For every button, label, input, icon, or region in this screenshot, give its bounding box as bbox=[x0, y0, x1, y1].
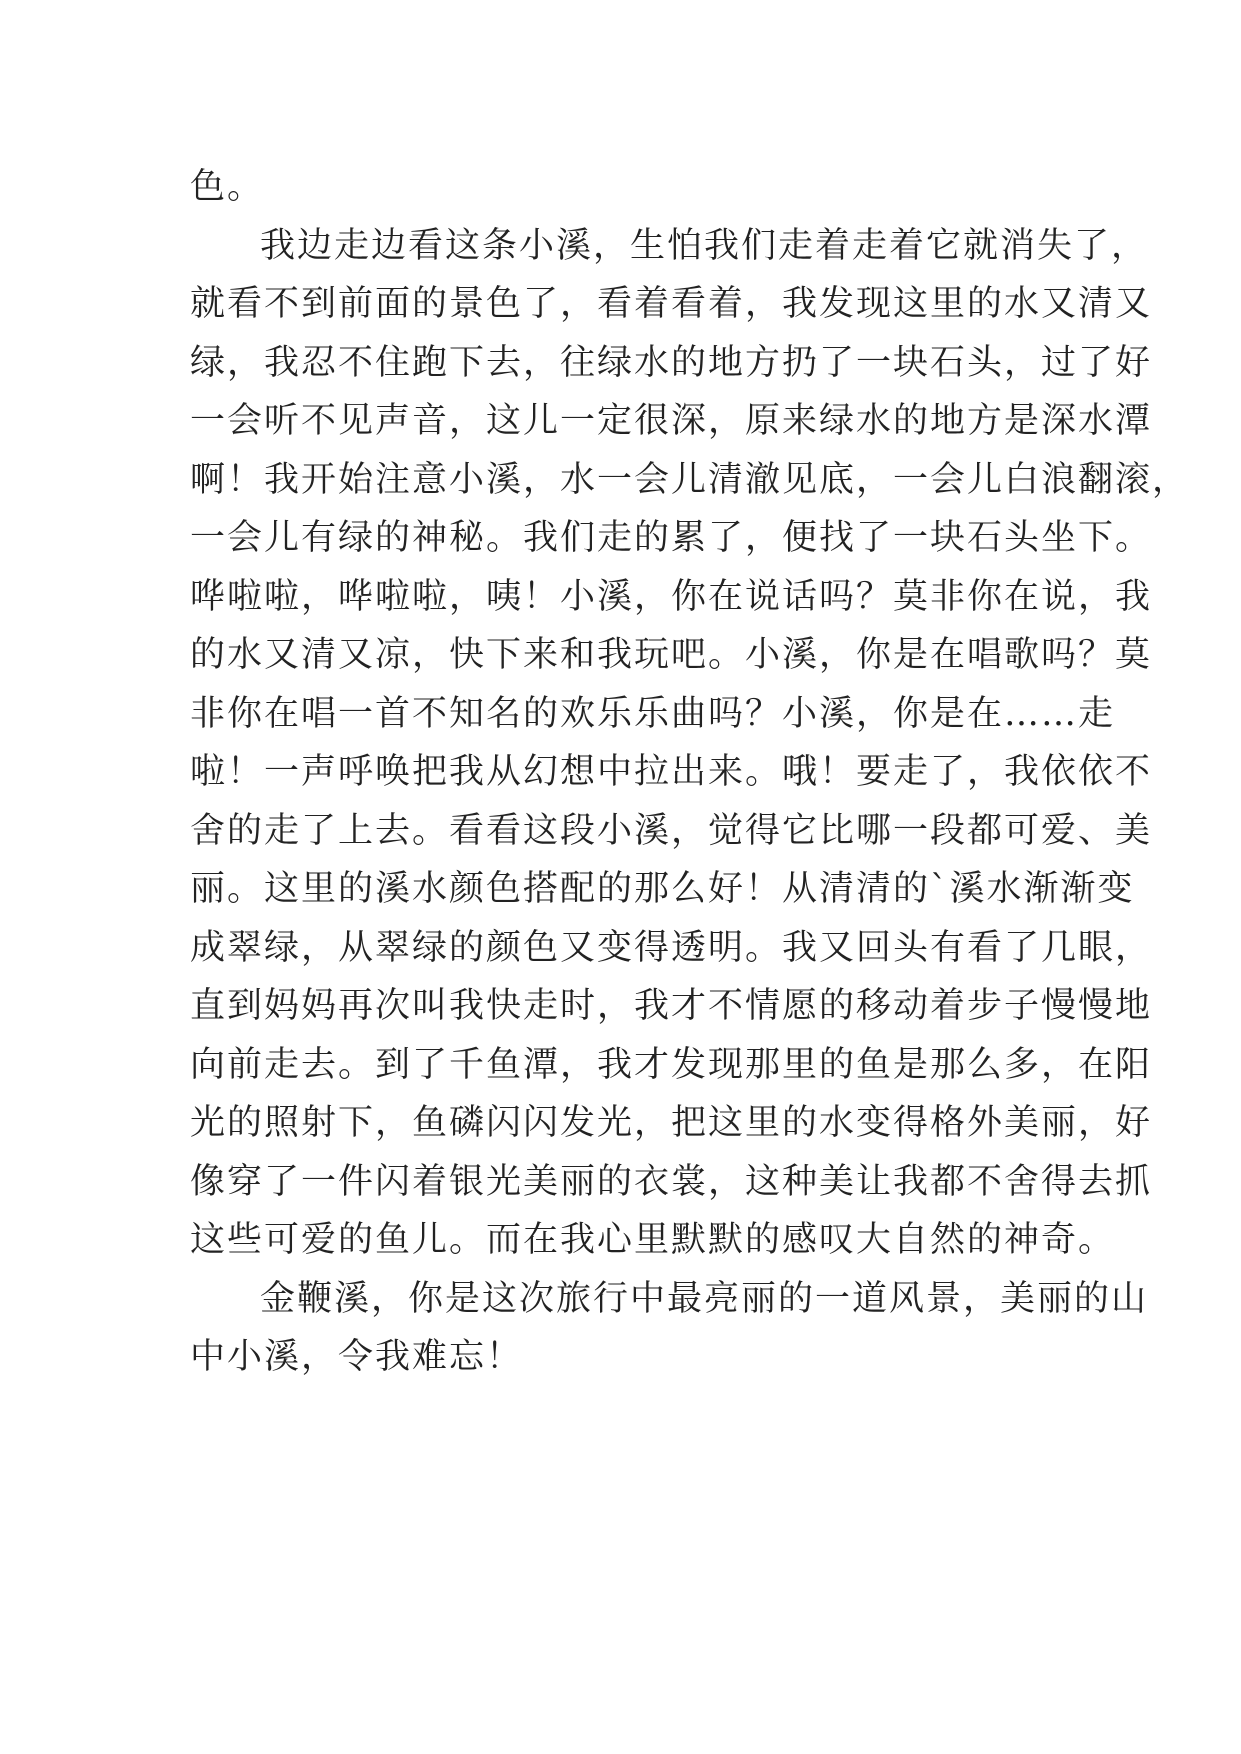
text-line: 啦！一声呼唤把我从幻想中拉出来。哦！要走了，我依依不 bbox=[190, 752, 1153, 792]
text-line: 舍的走了上去。看看这段小溪，觉得它比哪一段都可爱、美 bbox=[190, 810, 1153, 851]
text-line: 向前走去。到了千鱼潭，我才发现那里的鱼是那么多，在阳 bbox=[190, 1044, 1153, 1085]
text-line: 啊！我开始注意小溪，水一会儿清澈见底，一会儿白浪翻滚， bbox=[190, 459, 1190, 500]
text-line: 就看不到前面的景色了，看着看着，我发现这里的水又清又 bbox=[190, 284, 1153, 324]
essay-body bbox=[190, 158, 1190, 1387]
text-line: 一会听不见声音，这儿一定很深，原来绿水的地方是深水潭 bbox=[190, 401, 1153, 441]
text-line: 色。 bbox=[190, 167, 265, 207]
text-line: 成翠绿，从翠绿的颜色又变得透明。我又回头有看了几眼， bbox=[190, 927, 1153, 968]
text-line: 光的照射下，鱼磷闪闪发光，把这里的水变得格外美丽，好 bbox=[190, 1103, 1153, 1143]
text-line: 直到妈妈再次叫我快走时，我才不情愿的移动着步子慢慢地 bbox=[190, 986, 1153, 1026]
text-line: 非你在唱一首不知名的欢乐乐曲吗？小溪，你是在……走 bbox=[190, 693, 1116, 734]
text-line: 的水又清又凉，快下来和我玩吧。小溪，你是在唱歌吗？莫 bbox=[190, 635, 1153, 675]
text-line: 哗啦啦，哗啦啦，咦！小溪，你在说话吗？莫非你在说，我 bbox=[190, 576, 1153, 617]
text-line: 这些可爱的鱼儿。而在我心里默默的感叹大自然的神奇。 bbox=[190, 1220, 1116, 1260]
paragraph-start-line: 我边走边看这条小溪，生怕我们走着走着它就消失了， bbox=[260, 225, 1149, 266]
paragraph-start-line: 金鞭溪，你是这次旅行中最亮丽的一道风景，美丽的山 bbox=[260, 1278, 1149, 1319]
text-line: 像穿了一件闪着银光美丽的衣裳，这种美让我都不舍得去抓 bbox=[190, 1161, 1153, 1202]
text-line: 一会儿有绿的神秘。我们走的累了，便找了一块石头坐下。 bbox=[190, 518, 1153, 558]
text-line: 绿，我忍不住跑下去，往绿水的地方扔了一块石头，过了好 bbox=[190, 342, 1153, 383]
text-line: 丽。这里的溪水颜色搭配的那么好！从清清的`溪水渐渐变 bbox=[190, 869, 1135, 909]
text-line: 中小溪，令我难忘！ bbox=[190, 1337, 524, 1377]
